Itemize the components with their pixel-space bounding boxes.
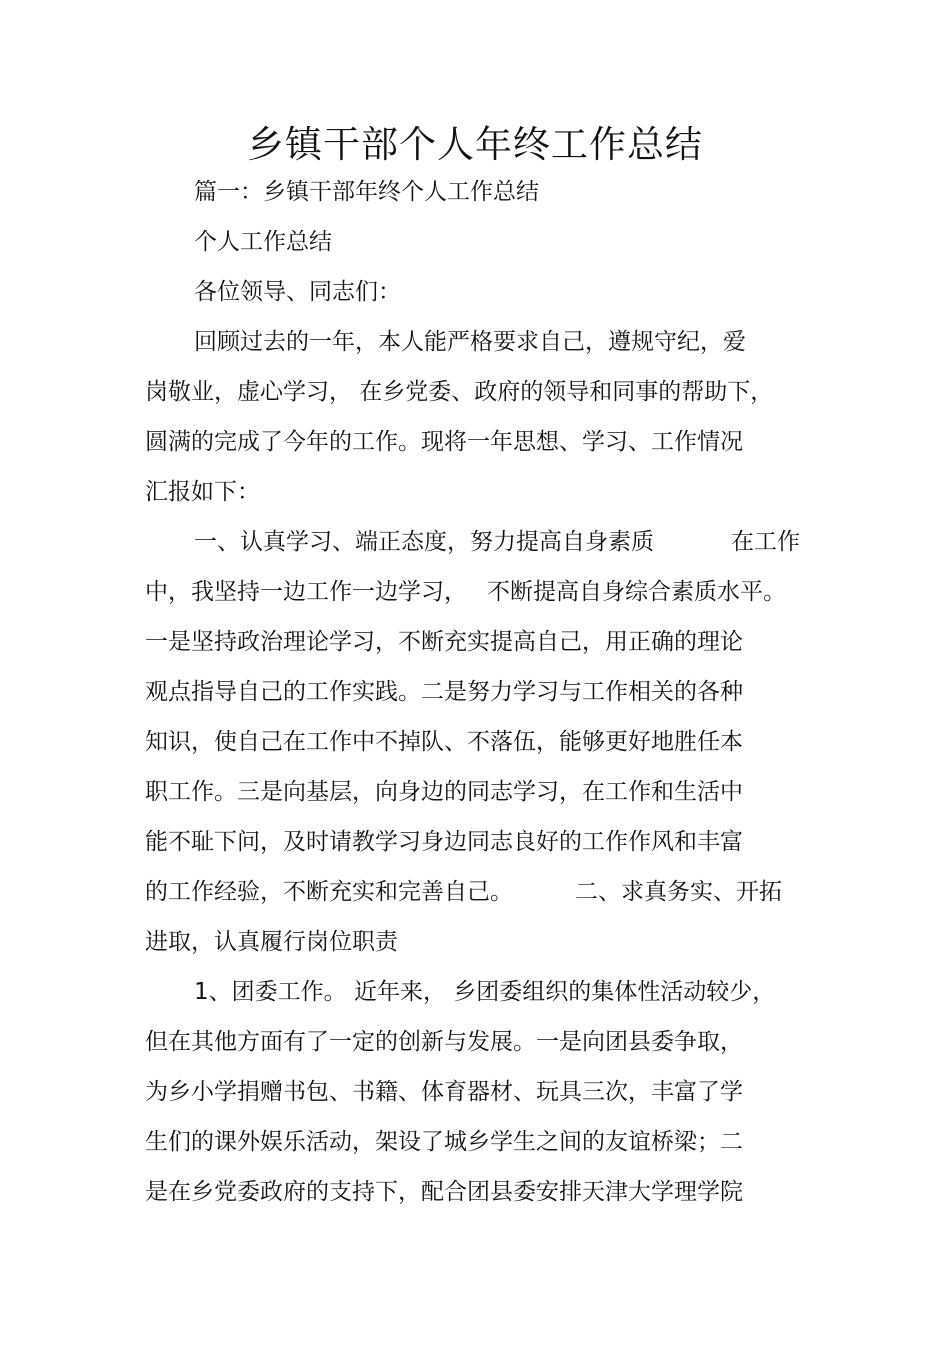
paragraph-line: 在工作 <box>731 529 800 555</box>
paragraph-line: 职工作。三是向基层，向身边的同志学习，在工作和生活中 <box>145 779 743 805</box>
paragraph-line: 回顾过去的一年，本人能严格要求自己，遵规守纪，爱 <box>194 329 746 355</box>
paragraph-line: 知识，使自己在工作中不掉队、不落伍，能够更好地胜任本 <box>145 729 743 755</box>
paragraph-line: 不断提高自身综合素质水平。 <box>487 579 786 605</box>
section-heading: 篇一：乡镇干部年终个人工作总结 <box>194 179 539 205</box>
paragraph-line: 1、团委工作。 近年来， 乡团委组织的集体性活动较少， <box>194 979 776 1005</box>
paragraph-line: 能不耻下问，及时请教学习身边同志良好的工作作风和丰富 <box>145 829 743 855</box>
paragraph-line: 生们的课外娱乐活动，架设了城乡学生之间的友谊桥梁；二 <box>145 1129 743 1155</box>
paragraph-line: 但在其他方面有了一定的创新与发展。一是向团县委争取， <box>145 1029 743 1055</box>
paragraph-line: 的工作经验，不断充实和完善自己。 <box>145 879 513 905</box>
paragraph-line: 岗敬业，虚心学习， 在乡党委、政府的领导和同事的帮助下， <box>145 379 774 405</box>
paragraph-line: 圆满的完成了今年的工作。现将一年思想、学习、工作情况 <box>145 429 743 455</box>
salutation: 各位领导、同志们： <box>194 279 401 305</box>
paragraph-line: 一是坚持政治理论学习，不断充实提高自己，用正确的理论 <box>145 629 743 655</box>
paragraph-line: 是在乡党委政府的支持下，配合团县委安排天津大学理学院 <box>145 1179 743 1205</box>
paragraph-line: 观点指导自己的工作实践。二是努力学习与工作相关的各种 <box>145 679 743 705</box>
paragraph-line: 进取，认真履行岗位职责 <box>145 929 398 955</box>
paragraph-line: 中，我坚持一边工作一边学习， <box>145 579 467 605</box>
paragraph-line: 二、求真务实、开拓 <box>575 879 782 905</box>
paragraph-line: 为乡小学捐赠书包、书籍、体育器材、玩具三次，丰富了学 <box>145 1079 743 1105</box>
document-title: 乡镇干部个人年终工作总结 <box>247 123 703 166</box>
paragraph-line: 一、认真学习、端正态度，努力提高自身素质 <box>194 529 654 555</box>
paragraph-line: 汇报如下： <box>145 479 260 505</box>
subheading: 个人工作总结 <box>194 229 332 255</box>
